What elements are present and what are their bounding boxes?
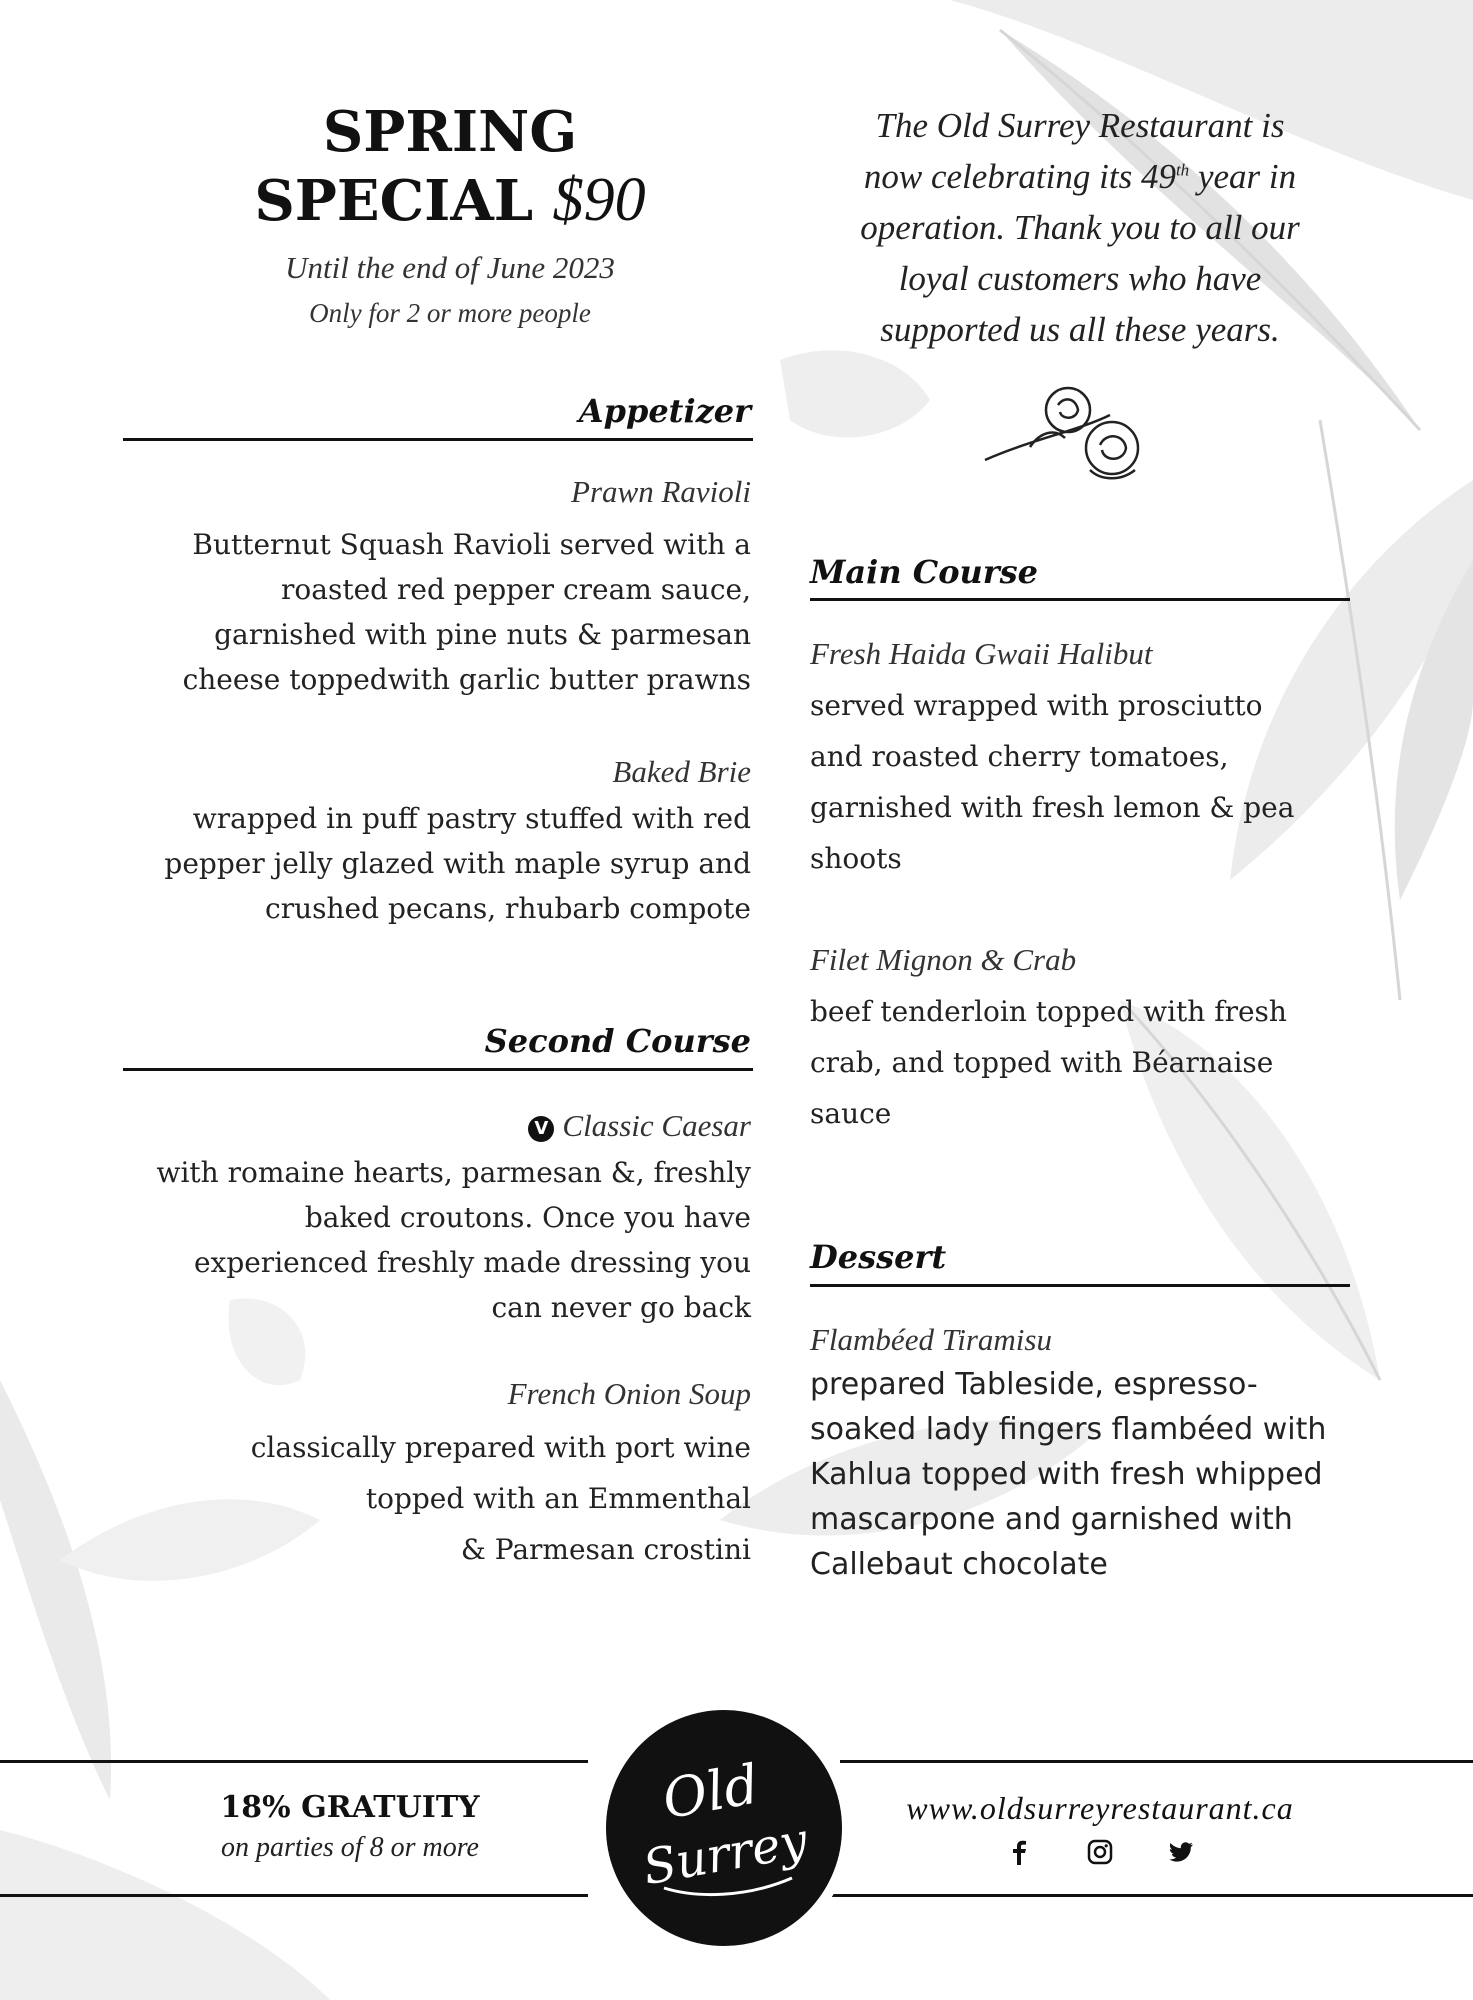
desc-line: cheese toppedwith garlic butter prawns bbox=[182, 663, 751, 696]
desc-line: garnished with pine nuts & parmesan bbox=[214, 618, 751, 651]
dish-name: Prawn Ravioli bbox=[571, 474, 751, 509]
vegetarian-icon: V bbox=[528, 1116, 554, 1142]
dish-name bbox=[123, 1108, 751, 1144]
desc-line: sauce bbox=[810, 1097, 892, 1130]
desc-line: served wrapped with prosciutto bbox=[810, 689, 1263, 722]
dish-name: French Onion Soup bbox=[507, 1376, 751, 1411]
twitter-icon[interactable] bbox=[1167, 1838, 1195, 1866]
intro-line: supported us all these years. bbox=[880, 310, 1280, 349]
title-special: SPECIAL bbox=[254, 168, 534, 234]
logo-line1: Old bbox=[657, 1752, 764, 1832]
desc-line: crushed pecans, rhubarb compote bbox=[265, 892, 751, 925]
desc-line: Callebaut chocolate bbox=[810, 1547, 1108, 1582]
title-price: $90 bbox=[552, 166, 646, 234]
title-line1: SPRING bbox=[322, 99, 578, 165]
main-course-heading: Main Course bbox=[810, 553, 1039, 591]
second-course-heading: Second Course bbox=[484, 1022, 751, 1060]
instagram-icon[interactable] bbox=[1086, 1838, 1114, 1866]
dish-description bbox=[123, 1150, 751, 1330]
desc-line: roasted red pepper cream sauce, bbox=[281, 573, 751, 606]
dish-name: Baked Brie bbox=[612, 754, 751, 789]
desc-line: soaked lady fingers flambéed with bbox=[810, 1412, 1327, 1447]
desc-line: pepper jelly glazed with maple syrup and bbox=[164, 847, 751, 880]
dish-description bbox=[810, 1362, 1350, 1587]
website-link[interactable]: www.oldsurreyrestaurant.ca bbox=[906, 1790, 1294, 1826]
subtitle-date: Until the end of June 2023 bbox=[285, 250, 615, 285]
desc-line: garnished with fresh lemon & pea bbox=[810, 791, 1295, 824]
desc-line: Butternut Squash Ravioli served with a bbox=[192, 528, 751, 561]
old-surrey-logo bbox=[596, 1700, 852, 1956]
desc-line: crab, and topped with Béarnaise bbox=[810, 1046, 1274, 1079]
desc-line: topped with an Emmenthal bbox=[365, 1482, 751, 1515]
intro-superscript: th bbox=[1175, 160, 1190, 180]
footer-rule-top-left bbox=[0, 1760, 588, 1763]
appetizer-rule bbox=[123, 438, 753, 441]
footer-rule-bottom-right bbox=[812, 1894, 1473, 1897]
dish-description bbox=[810, 680, 1350, 884]
dish-name: Fresh Haida Gwaii Halibut bbox=[810, 636, 1153, 671]
gratuity-label: 18% GRATUITY bbox=[220, 1790, 480, 1825]
desc-line: Kahlua topped with fresh whipped bbox=[810, 1457, 1323, 1492]
social-icons bbox=[860, 1838, 1340, 1866]
dish-name: Flambéed Tiramisu bbox=[810, 1322, 1052, 1357]
intro-line bbox=[800, 151, 1360, 202]
desc-line: with romaine hearts, parmesan &, freshly bbox=[156, 1156, 751, 1189]
dish-description bbox=[810, 986, 1350, 1139]
desc-line: baked croutons. Once you have bbox=[304, 1201, 751, 1234]
desc-line: mascarpone and garnished with bbox=[810, 1502, 1293, 1537]
desc-line: & Parmesan crostini bbox=[460, 1533, 751, 1566]
intro-line: The Old Surrey Restaurant is bbox=[875, 106, 1285, 145]
desc-line: and roasted cherry tomatoes, bbox=[810, 740, 1229, 773]
footer-rule-bottom-left bbox=[0, 1894, 588, 1897]
desc-line: experienced freshly made dressing you bbox=[193, 1246, 751, 1279]
desc-line: prepared Tableside, espresso- bbox=[810, 1367, 1258, 1402]
title-line2 bbox=[150, 166, 750, 235]
facebook-icon[interactable] bbox=[1005, 1838, 1033, 1866]
dish-name-text: Classic Caesar bbox=[562, 1108, 751, 1143]
dessert-heading: Dessert bbox=[810, 1238, 947, 1276]
logo-script bbox=[606, 1710, 842, 1946]
menu-title bbox=[150, 98, 750, 235]
gratuity-note: on parties of 8 or more bbox=[221, 1832, 479, 1863]
logo-line2: Surrey bbox=[639, 1812, 812, 1897]
intro-line: operation. Thank you to all our bbox=[860, 208, 1300, 247]
desc-line: can never go back bbox=[491, 1291, 751, 1324]
dish-name: Filet Mignon & Crab bbox=[810, 942, 1077, 977]
intro-line-part: now celebrating its 49 bbox=[863, 157, 1176, 196]
dish-description bbox=[123, 1422, 751, 1575]
intro-text bbox=[800, 100, 1360, 355]
dish-description bbox=[123, 522, 751, 702]
second-course-rule bbox=[123, 1068, 753, 1071]
main-course-rule bbox=[810, 598, 1350, 601]
subtitle-people: Only for 2 or more people bbox=[309, 298, 591, 328]
footer-rule-top-right bbox=[840, 1760, 1473, 1763]
desc-line: classically prepared with port wine bbox=[250, 1431, 751, 1464]
dish-description bbox=[123, 796, 751, 931]
desc-line: beef tenderloin topped with fresh bbox=[810, 995, 1287, 1028]
intro-line: loyal customers who have bbox=[898, 259, 1262, 298]
desc-line: shoots bbox=[810, 842, 902, 875]
intro-line-part: year in bbox=[1189, 157, 1297, 196]
appetizer-heading: Appetizer bbox=[578, 392, 751, 430]
desc-line: wrapped in puff pastry stuffed with red bbox=[192, 802, 751, 835]
dessert-rule bbox=[810, 1284, 1350, 1287]
